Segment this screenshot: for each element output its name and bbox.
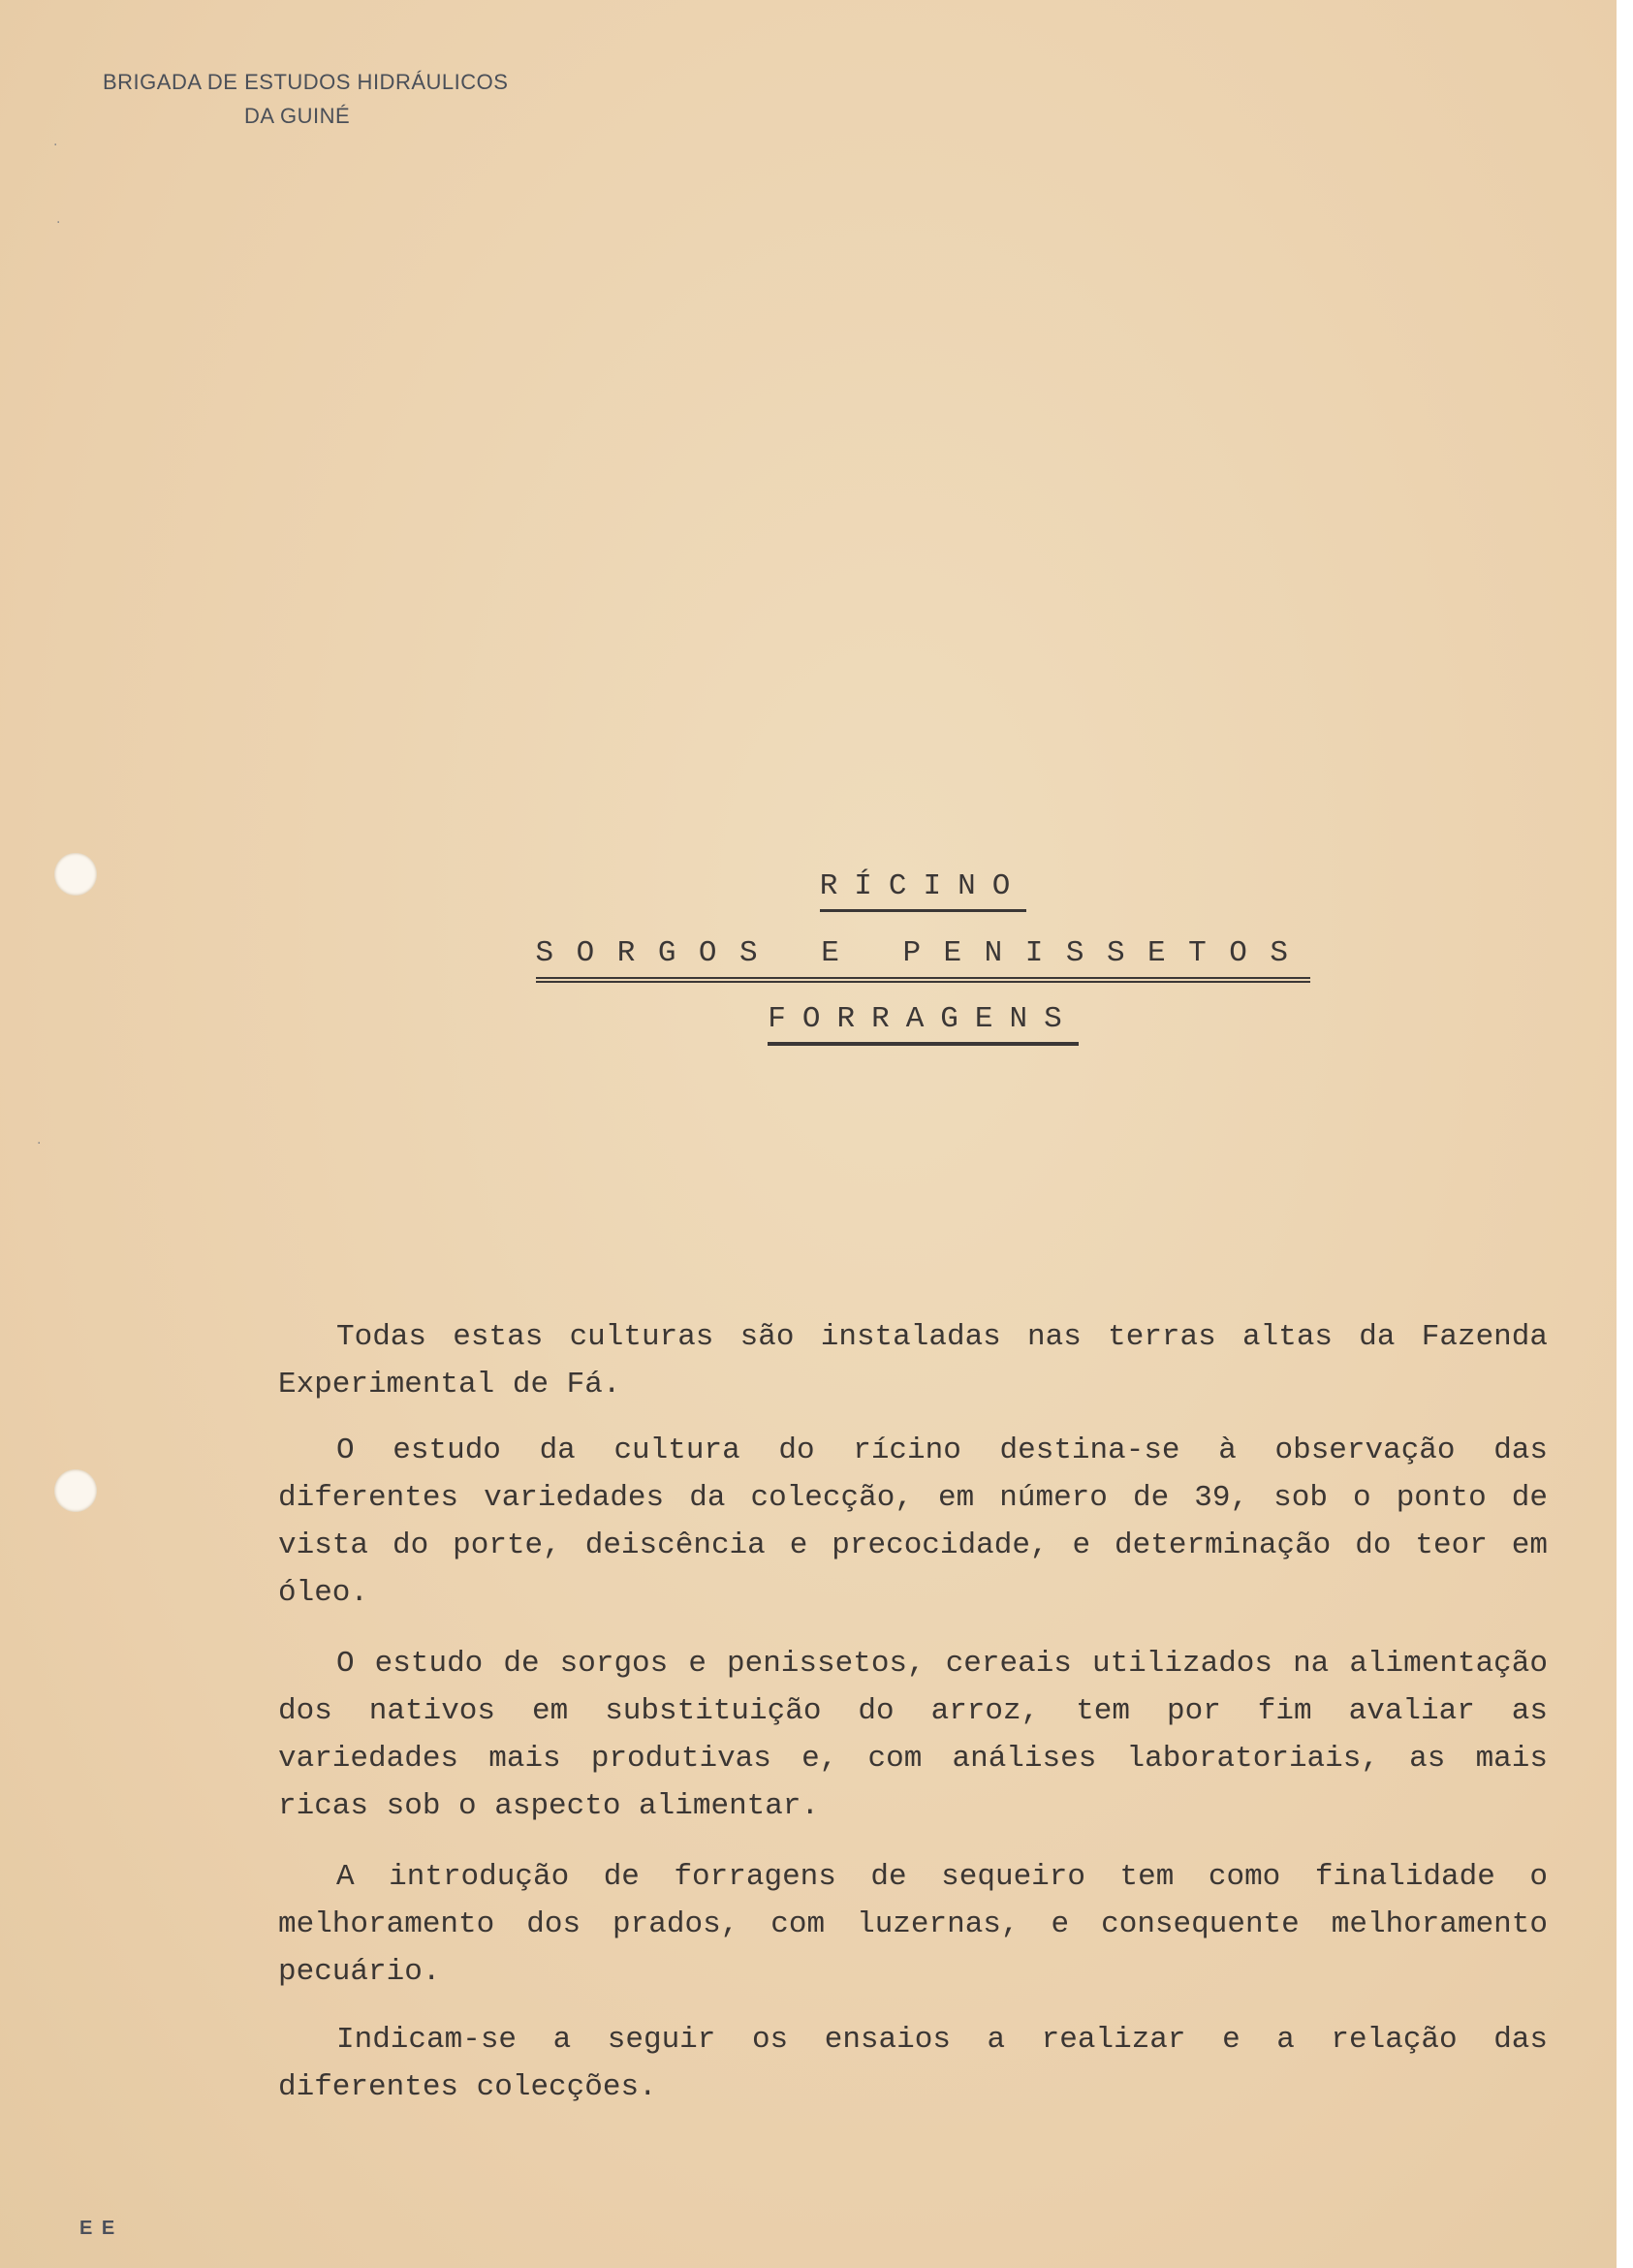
footer-initials: E E xyxy=(79,2218,117,2239)
title-ricino: RÍCINO xyxy=(0,869,1633,912)
paragraph-1: Todas estas culturas são instaladas nas terras altas da Fazenda Experimental de Fá. xyxy=(278,1320,1548,1402)
letterhead-line-1: BRIGADA DE ESTUDOS HIDRÁULICOS xyxy=(103,70,509,94)
title-forragens: FORRAGENS xyxy=(0,1002,1633,1046)
page-edge xyxy=(1617,0,1633,2268)
title-sorgos-penissetos: SORGOS E PENISSETOS xyxy=(0,936,1633,983)
scan-speck: · xyxy=(37,1136,42,1151)
paragraph-3: O estudo de sorgos e penissetos, cereais utilizados na alimentação dos nativos em substituição do arroz, tem por fim avaliar as variedades mais produtivas e, com análises laboratoriais, as mais ricas sob o aspecto alimentar. xyxy=(278,1647,1548,1823)
paragraph-5: Indicam-se a seguir os ensaios a realizar e a relação das diferentes colecções. xyxy=(278,2023,1548,2104)
letterhead-line-2: DA GUINÉ xyxy=(244,104,351,128)
scan-speck: · xyxy=(53,138,58,153)
paragraph-4: A introdução de forragens de sequeiro tem como finalidade o melhoramento dos prados, com luzernas, e consequente melhoramento pecuário. xyxy=(278,1860,1548,1989)
punch-hole-bottom xyxy=(54,1469,97,1512)
paragraph-2: O estudo da cultura do rícino destina-se à observação das diferentes variedades da colecção, em número de 39, sob o ponto de vista do porte, deiscência e precocidade, e determinação do teor em óleo. xyxy=(278,1433,1548,1610)
scan-speck: · xyxy=(56,215,61,231)
